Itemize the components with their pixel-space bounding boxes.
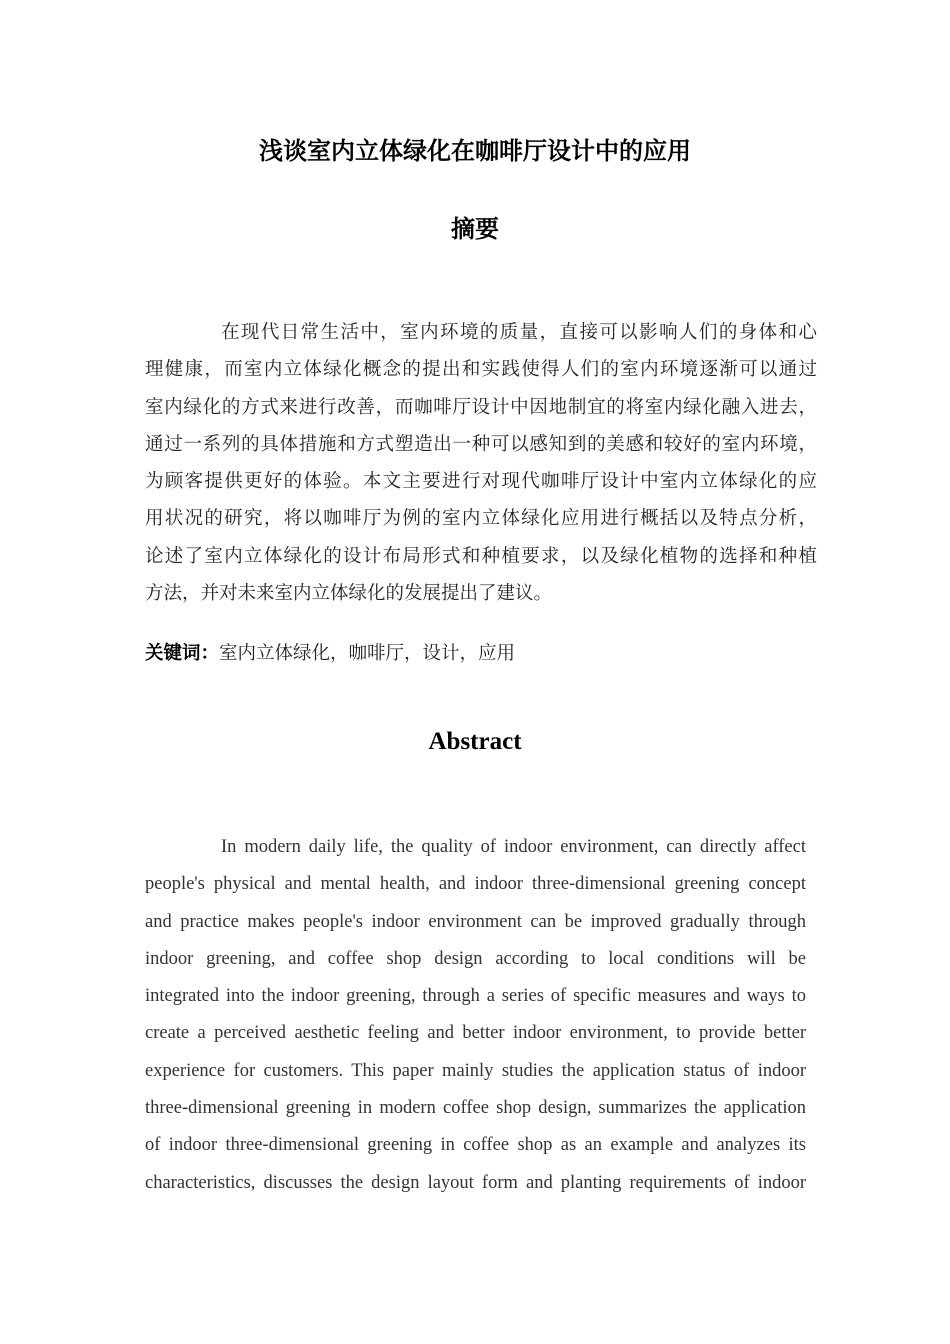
abstract-en-line: characteristics, discusses the design layout form and planting requirements of indoor (145, 1172, 806, 1193)
keywords-label: 关键词： (145, 643, 220, 664)
abstract-en-line: indoor greening, and coffee shop design according to local conditions will be (145, 948, 806, 969)
abstract-en-line: and practice makes people's indoor environment can be improved gradually through (145, 911, 806, 932)
abstract-cn-line: 用状况的研究，将以咖啡厅为例的室内立体绿化应用进行概括以及特点分析， (145, 508, 817, 530)
abstract-cn-line: 方法，并对未来室内立体绿化的发展提出了建议。 (145, 583, 553, 605)
abstract-en-line: of indoor three-dimensional greening in coffee shop as an example and analyzes its (145, 1135, 806, 1156)
abstract-en-line: people's physical and mental health, and indoor three-dimensional greening concept (145, 874, 806, 895)
abstract-en-line: three-dimensional greening in modern coffee shop design, summarizes the application (145, 1098, 806, 1119)
abstract-cn-line: 理健康，而室内立体绿化概念的提出和实践使得人们的室内环境逐渐可以通过 (145, 359, 817, 381)
abstract-cn-line: 在现代日常生活中，室内环境的质量，直接可以影响人们的身体和心 (221, 322, 817, 343)
abstract-cn-line: 论述了室内立体绿化的设计布局形式和种植要求，以及绿化植物的选择和种植 (145, 545, 817, 567)
abstract-cn-line: 通过一系列的具体措施和方式塑造出一种可以感知到的美感和较好的室内环境， (145, 433, 817, 455)
abstract-cn-line: 室内绿化的方式来进行改善，而咖啡厅设计中因地制宜的将室内绿化融入进去， (145, 396, 817, 418)
abstract-cn-line: 为顾客提供更好的体验。本文主要进行对现代咖啡厅设计中室内立体绿化的应 (145, 471, 817, 493)
abstract-en-line: experience for customers. This paper mainly studies the application status of indoor (145, 1060, 806, 1081)
abstract-cn-heading: 摘要 (451, 215, 499, 243)
abstract-en-line: create a perceived aesthetic feeling and better indoor environment, to provide better (145, 1023, 806, 1044)
document-title: 浅谈室内立体绿化在咖啡厅设计中的应用 (259, 137, 691, 165)
keywords-value: 室内立体绿化，咖啡厅，设计，应用 (219, 643, 516, 664)
abstract-en-body (145, 829, 806, 1202)
abstract-en-line: integrated into the indoor greening, through a series of specific measures and ways to (145, 986, 806, 1007)
abstract-en-line: In modern daily life, the quality of indoor environment, can directly affect (221, 837, 806, 857)
abstract-en-heading: Abstract (428, 728, 522, 755)
keywords (145, 638, 515, 670)
abstract-cn-body (145, 314, 817, 612)
